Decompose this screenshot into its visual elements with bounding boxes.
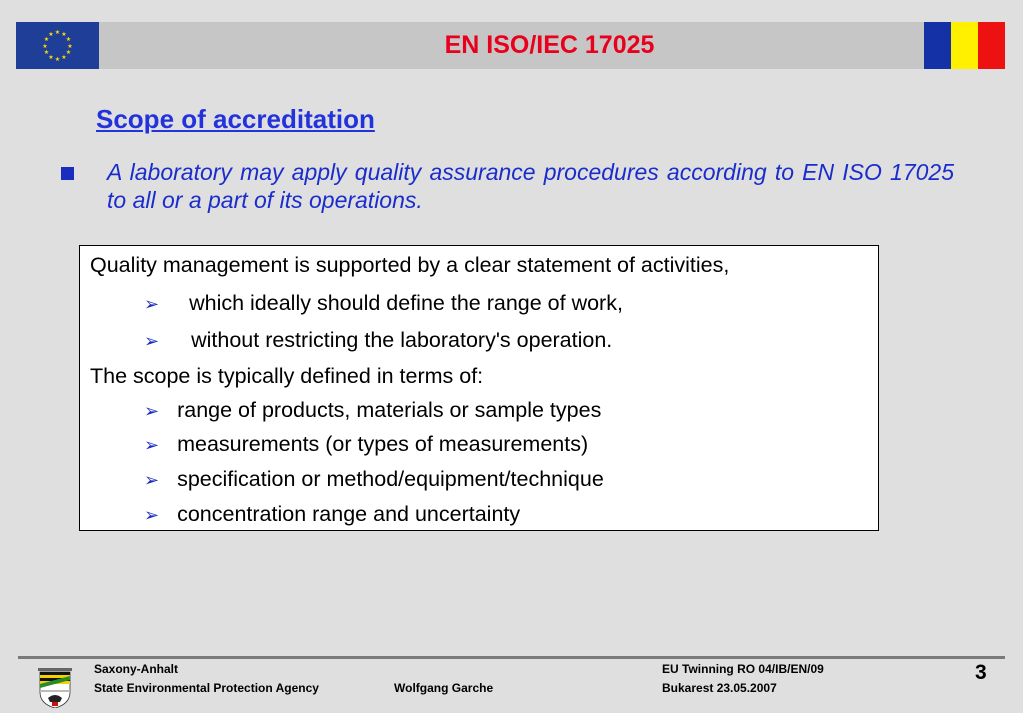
svg-text:★: ★ [65,36,72,43]
svg-text:★: ★ [54,56,61,63]
square-bullet-icon [61,167,74,180]
svg-text:★: ★ [48,54,54,61]
list-item-text: range of products, materials or sample types [177,398,602,422]
arrow-bullet-icon: ➢ [144,505,160,525]
list-item [144,502,520,527]
arrow-bullet-icon: ➢ [144,470,160,490]
list-item-text: measurements (or types of measurements) [177,432,589,456]
list-item-text: concentration range and uncertainty [177,502,521,526]
arrow-bullet-icon: ➢ [144,401,160,421]
flag-stripe-blue [924,22,951,69]
svg-text:★: ★ [61,31,67,38]
svg-text:★: ★ [43,36,50,43]
box-line-scope: The scope is typically defined in terms of: [90,364,484,388]
svg-text:★: ★ [54,29,61,36]
list-item [144,398,601,423]
footer-location-date: Bukarest 23.05.2007 [662,681,777,695]
slide-heading: Scope of accreditation [96,104,375,134]
list-item [144,328,612,353]
eu-stars-icon [16,22,99,69]
page-number: 3 [975,661,987,684]
arrow-bullet-icon: ➢ [144,435,160,455]
footer-org-agency: State Environmental Protection Agency [94,681,319,695]
list-item [144,432,588,457]
page-title: EN ISO/IEC 17025 [444,31,655,59]
list-item-text: which ideally should define the range of work, [189,291,623,315]
svg-text:★: ★ [43,49,50,56]
svg-text:★: ★ [65,49,72,56]
flag-stripe-red [978,22,1005,69]
list-item-text: without restricting the laboratory's operation. [191,328,613,352]
romania-flag-icon [924,22,1005,69]
content-box [79,245,879,531]
flag-stripe-yellow [951,22,978,69]
intro-paragraph: A laboratory may apply quality assurance procedures according to EN ISO 17025 to all or a part of its operations. [107,159,954,213]
list-item [144,291,623,316]
footer-author: Wolfgang Garche [394,681,494,695]
footer-project-id: EU Twinning RO 04/IB/EN/09 [662,662,824,676]
svg-text:★: ★ [42,43,48,50]
footer-divider [18,656,1005,659]
list-item [144,467,604,492]
eu-flag-icon [16,22,99,69]
arrow-bullet-icon: ➢ [144,294,160,314]
box-line-quality: Quality management is supported by a clear statement of activities, [90,253,730,277]
footer-org-name: Saxony-Anhalt [94,662,179,676]
saxony-anhalt-coat-of-arms-icon [38,668,72,708]
svg-text:★: ★ [67,43,73,50]
svg-text:★: ★ [48,31,54,38]
list-item-text: specification or method/equipment/technique [177,467,604,491]
svg-text:★: ★ [61,54,67,61]
arrow-bullet-icon: ➢ [144,331,160,351]
